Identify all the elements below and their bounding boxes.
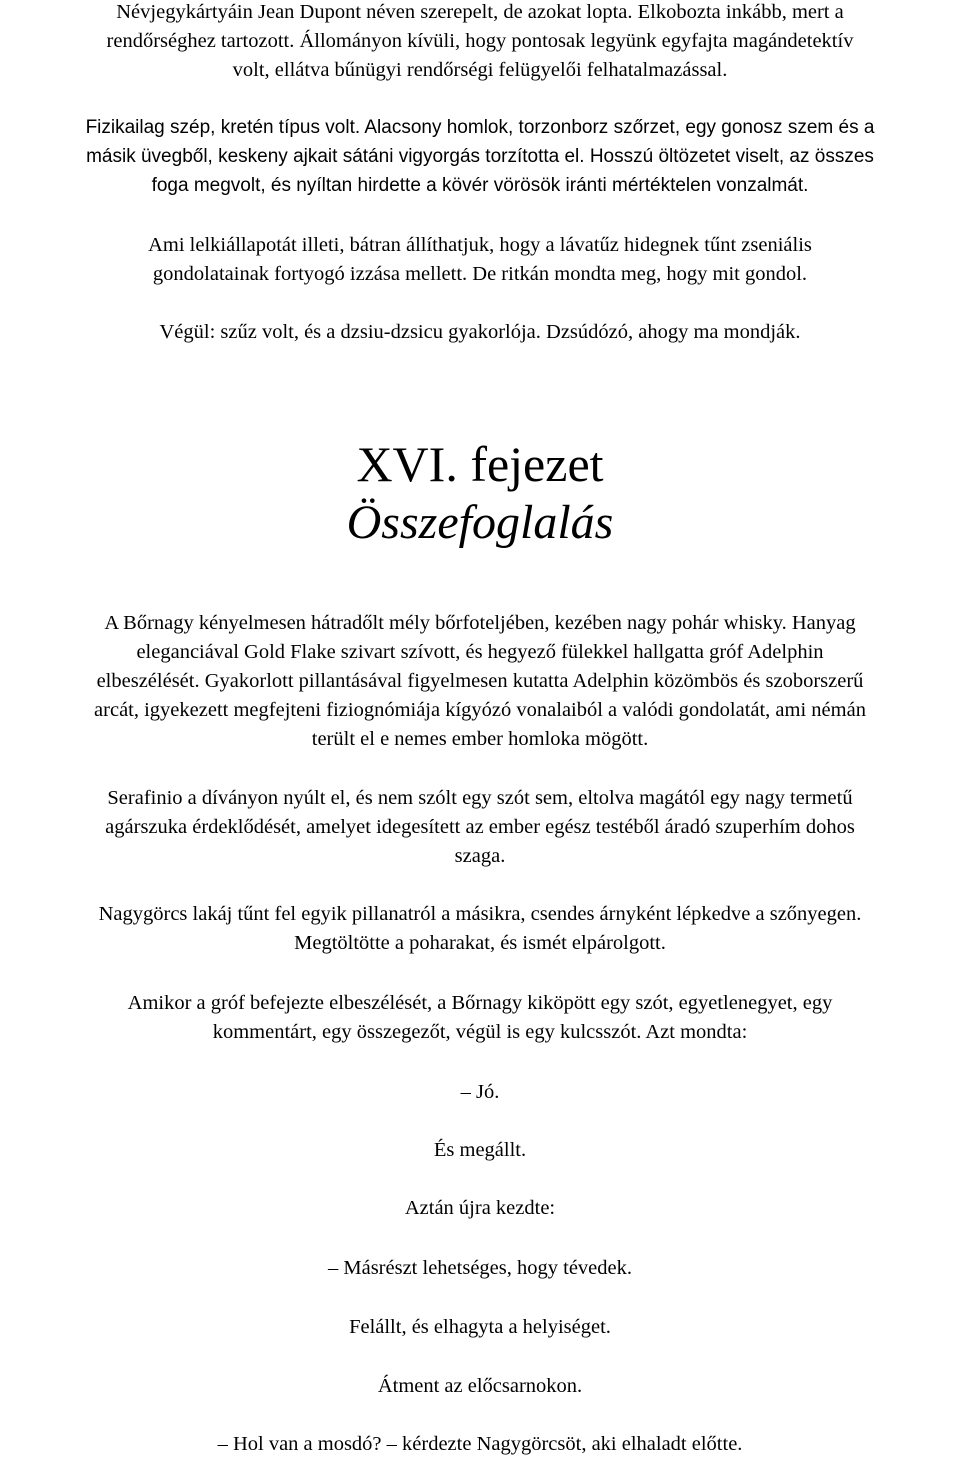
text-line: elbeszélését. Gyakorlott pillantásával figyelmesen kutatta Adelphin közömbös és szoborszerű: [96, 670, 864, 692]
text-line: Felállt, és elhagyta a helyiséget.: [349, 1316, 611, 1338]
text-line: eleganciával Gold Flake szivart szívott, és hegyező fülekkel hallgatta gróf Adelphin: [136, 641, 824, 663]
text-line: szaga.: [454, 845, 506, 867]
body-paragraph-4: [4, 989, 956, 1047]
text-line: Aztán újra kezdte:: [404, 1197, 556, 1219]
text-line: – Másrészt lehetséges, hogy tévedek.: [328, 1257, 632, 1279]
text-line: rendőrséghez tartozott. Állományon kívüli, hogy pontosak legyünk egyfajta magándetektív: [106, 30, 854, 52]
intro-paragraph-4: [4, 318, 956, 347]
text-line: foga megvolt, és nyíltan hirdette a kövér vörösök iránti mértéktelen vonzalmát.: [151, 175, 809, 196]
narration-line: [4, 1194, 956, 1223]
chapter-number: XVI. fejezet: [356, 436, 604, 492]
chapter-title: Összefoglalás: [346, 496, 614, 549]
text-line: Amikor a gróf befejezte elbeszélését, a Bőrnagy kiköpött egy szót, egyetlenegyet, egy: [127, 992, 833, 1014]
text-line: Átment az előcsarnokon.: [377, 1375, 583, 1397]
text-line: Ami lelkiállapotát illeti, bátran állíthatjuk, hogy a lávatűz hidegnek tűnt zseniális: [148, 234, 812, 256]
text-line: kommentárt, egy összegezőt, végül is egy kulcsszót. Azt mondta:: [212, 1021, 748, 1043]
intro-paragraph-3: [4, 231, 956, 289]
text-line: másik üvegből, keskeny ajkait sátáni vigyorgás torzította el. Hosszú öltözetet viselt, az összes: [86, 146, 874, 167]
body-paragraph-3: [4, 900, 956, 958]
dialogue-line: [4, 1430, 956, 1459]
text-line: Megtöltötte a poharakat, és ismét elpárolgott.: [294, 932, 666, 954]
body-paragraph-2: [4, 784, 956, 871]
text-line: gondolatainak fortyogó izzása mellett. De ritkán mondta meg, hogy mit gondol.: [152, 263, 808, 285]
body-paragraph-1: [4, 609, 956, 754]
text-line: Végül: szűz volt, és a dzsiu-dzsicu gyakorlója. Dzsúdózó, ahogy ma mondják.: [159, 321, 801, 343]
text-line: terült el e nemes ember homloka mögött.: [311, 728, 649, 750]
text-line: Nagygörcs lakáj tűnt fel egyik pillanatról a másikra, csendes árnyként lépkedve a szőnyegen.: [98, 903, 862, 925]
dialogue-line: [4, 1254, 956, 1283]
text-line: – Jó.: [460, 1081, 500, 1103]
intro-paragraph-2: [4, 113, 956, 200]
text-line: És megállt.: [433, 1139, 527, 1161]
text-line: Serafinio a díványon nyúlt el, és nem szólt egy szót sem, eltolva magától egy nagy termetű: [107, 787, 853, 809]
text-line: arcát, igyekezett megfejteni fiziognómiája kígyózó vonalaiból a valódi gondolatát, ami némán: [94, 699, 866, 721]
narration-line: [4, 1136, 956, 1165]
text-line: – Hol van a mosdó? – kérdezte Nagygörcsöt, aki elhaladt előtte.: [217, 1433, 743, 1455]
text-line: A Bőrnagy kényelmesen hátradőlt mély bőrfoteljében, kezében nagy pohár whisky. Hanyag: [104, 612, 856, 634]
narration-line: [4, 1313, 956, 1342]
text-line: Fizikailag szép, kretén típus volt. Alacsony homlok, torzonborz szőrzet, egy gonosz szem és a: [85, 117, 875, 138]
text-line: volt, ellátva bűnügyi rendőrségi felügyelői felhatalmazással.: [232, 59, 728, 81]
narration-line: [4, 1372, 956, 1401]
text-line: Névjegykártyáin Jean Dupont néven szerepelt, de azokat lopta. Elkobozta inkább, mert a: [116, 1, 844, 23]
intro-paragraph-1: [4, 0, 956, 85]
dialogue-line: [4, 1078, 956, 1107]
text-line: agárszuka érdeklődését, amelyet idegesített az ember egész testéből áradó szuperhím dohos: [105, 816, 855, 838]
